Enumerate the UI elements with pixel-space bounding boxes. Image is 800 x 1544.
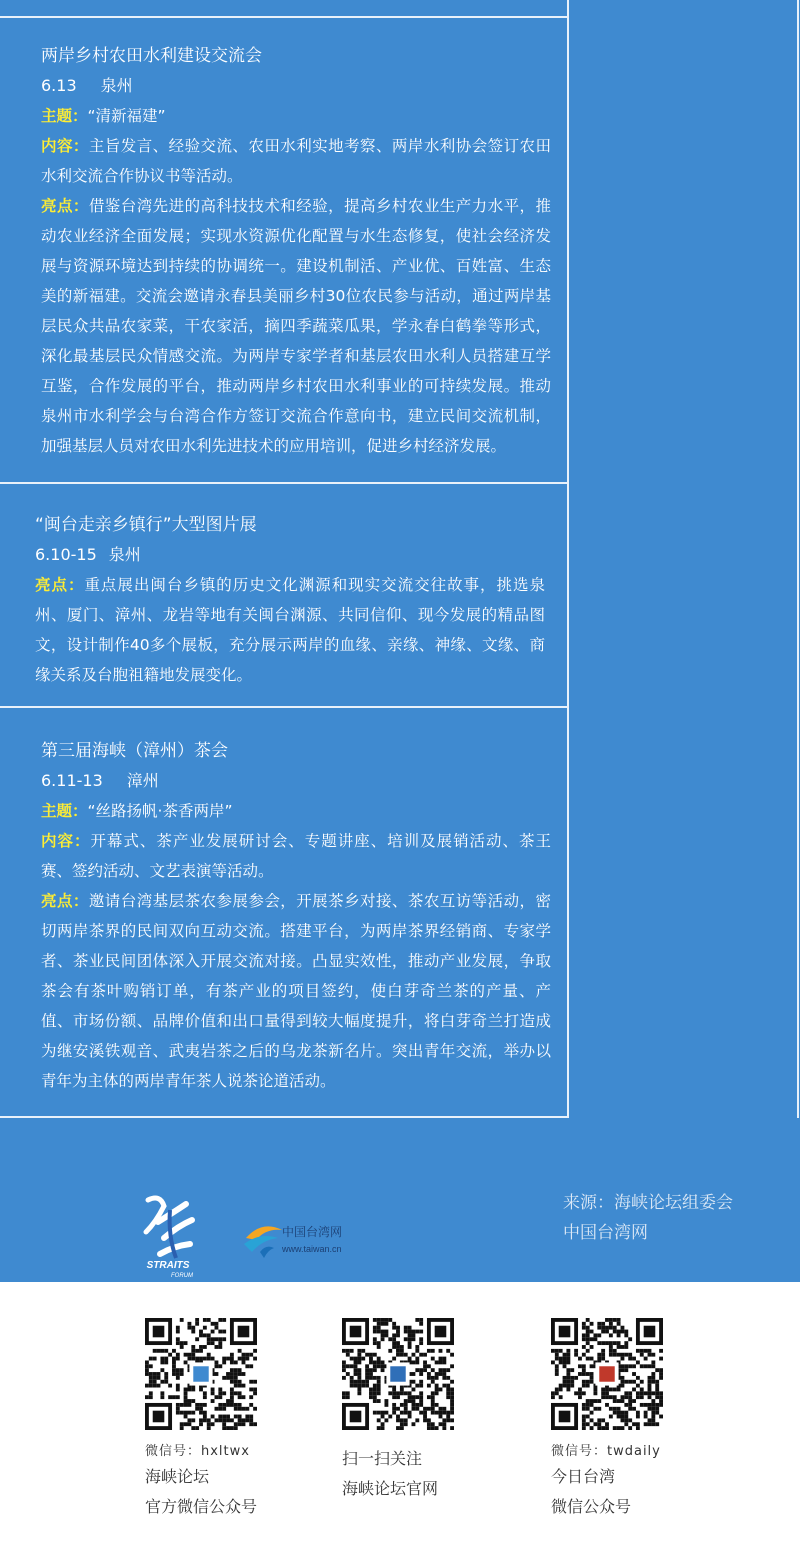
divider-top bbox=[0, 16, 568, 18]
source-credit bbox=[563, 1188, 733, 1248]
highlight-text: 邀请台湾基层茶农参展参会，开展茶乡对接、茶农互访等活动，密切两岸茶界的民间双向互动交流。搭建平台，为两岸茶界经销商、专家学者、茶业民间团体深入开展交流对接。凸显实效性，推动产业发展，争取茶会有茶叶购销订单，有茶产业的项目签约，使白芽奇兰茶的产量、产值、市场份额、品牌价值和出口量得到较大幅度提升，将白芽奇兰打造成为继安溪铁观音、武夷岩茶之后的乌龙茶新名片。突出青年交流，举办以青年为主体的两岸青年茶人说茶论道活动。 bbox=[41, 892, 551, 1090]
qr-caption-2: 官方微信公众号 bbox=[145, 1497, 258, 1516]
source-line-2: 中国台湾网 bbox=[563, 1223, 648, 1243]
divider-vertical-left bbox=[567, 0, 569, 1118]
event-date: 6.10-15 bbox=[35, 545, 97, 564]
qr-block-twdaily bbox=[551, 1318, 731, 1522]
divider-2 bbox=[0, 706, 568, 708]
logo-forum-text: FORUM bbox=[171, 1273, 193, 1278]
theme-label: 主题： bbox=[41, 802, 88, 820]
event-section bbox=[41, 41, 551, 461]
divider-3 bbox=[0, 1116, 568, 1118]
event-content bbox=[41, 826, 551, 886]
straits-forum-logo bbox=[138, 1192, 198, 1278]
event-title: 两岸乡村农田水利建设交流会 bbox=[41, 46, 262, 66]
event-highlight bbox=[41, 886, 551, 1096]
event-theme bbox=[41, 101, 551, 131]
theme-text: “丝路扬帆·茶香两岸” bbox=[87, 802, 233, 820]
event-highlight bbox=[41, 191, 551, 461]
divider-1 bbox=[0, 482, 568, 484]
logo-taiwan-text: 中国台湾网 bbox=[282, 1225, 343, 1239]
divider-vertical-right bbox=[797, 0, 799, 1118]
event-date: 6.13 bbox=[41, 76, 77, 95]
event-place: 泉州 bbox=[100, 76, 133, 95]
event-place: 泉州 bbox=[108, 545, 141, 564]
qr-code-icon[interactable] bbox=[342, 1318, 454, 1430]
content-text: 开幕式、茶产业发展研讨会、专题讲座、培训及展销活动、茶王赛、签约活动、文艺表演等活动。 bbox=[41, 832, 551, 880]
content-label: 内容： bbox=[41, 137, 89, 155]
highlight-label: 亮点： bbox=[35, 576, 85, 594]
highlight-label: 亮点： bbox=[41, 892, 89, 910]
taiwan-cn-logo bbox=[242, 1218, 362, 1260]
event-content bbox=[41, 131, 551, 191]
event-highlight bbox=[35, 570, 545, 690]
theme-text: “清新福建” bbox=[87, 107, 166, 125]
qr-caption-1: 扫一扫关注 bbox=[342, 1449, 423, 1468]
qr-code-icon[interactable] bbox=[551, 1318, 663, 1430]
event-date-place bbox=[41, 766, 551, 796]
event-date-place bbox=[41, 71, 551, 101]
event-place: 漳州 bbox=[126, 771, 159, 790]
highlight-text: 借鉴台湾先进的高科技技术和经验，提高乡村农业生产力水平，推动农业经济全面发展；实现水资源优化配置与水生态修复，使社会经济发展与资源环境达到持续的协调统一。建设机制活、产业优、百姓富、生态美的新福建。交流会邀请永春县美丽乡村30位农民参与活动，通过两岸基层民众共品农家菜，干农家活，摘四季蔬菜瓜果，学永春白鹤拳等形式，深化最基层民众情感交流。为两岸专家学者和基层农田水利人员搭建互学互鉴，合作发展的平台，推动两岸乡村农田水利事业的可持续发展。推动泉州市水利学会与台湾合作方签订交流合作意向书，建立民间交流机制，加强基层人员对农田水利先进技术的应用培训，促进乡村经济发展。 bbox=[41, 197, 551, 455]
qr-caption-1: 今日台湾 bbox=[551, 1467, 616, 1486]
content-label: 内容： bbox=[41, 832, 91, 850]
source-line: 来源：海峡论坛组委会 bbox=[563, 1193, 733, 1213]
event-theme bbox=[41, 796, 551, 826]
qr-code-icon[interactable] bbox=[145, 1318, 257, 1430]
wechat-id: 微信号：twdaily bbox=[551, 1444, 661, 1459]
logo-straits-text: STRAITS bbox=[146, 1260, 190, 1271]
content-text: 主旨发言、经验交流、农田水利实地考察、两岸水利协会签订农田水利交流合作协议书等活动。 bbox=[41, 137, 551, 185]
highlight-text: 重点展出闽台乡镇的历史文化渊源和现实交流交往故事，挑选泉州、厦门、漳州、龙岩等地有关闽台渊源、共同信仰、现今发展的精品图文，设计制作40多个展板，充分展示两岸的血缘、亲缘、神缘、文缘、商缘关系及台胞祖籍地发展变化。 bbox=[35, 576, 545, 684]
qr-block-website bbox=[342, 1318, 522, 1504]
highlight-label: 亮点： bbox=[41, 197, 89, 215]
event-date: 6.11-13 bbox=[41, 771, 103, 790]
theme-label: 主题： bbox=[41, 107, 88, 125]
qr-block-hxltwx bbox=[145, 1318, 325, 1522]
qr-caption-2: 海峡论坛官网 bbox=[342, 1479, 439, 1498]
event-title: 第三届海峡（漳州）茶会 bbox=[41, 741, 228, 761]
qr-caption-2: 微信公众号 bbox=[551, 1497, 632, 1516]
event-title: “闽台走亲乡镇行”大型图片展 bbox=[35, 515, 257, 535]
wechat-id: 微信号：hxltwx bbox=[145, 1444, 250, 1459]
event-section bbox=[41, 736, 551, 1096]
logo-taiwan-url: www.taiwan.cn bbox=[282, 1244, 342, 1254]
event-date-place bbox=[35, 540, 545, 570]
qr-caption-1: 海峡论坛 bbox=[145, 1467, 210, 1486]
event-section bbox=[35, 510, 545, 690]
